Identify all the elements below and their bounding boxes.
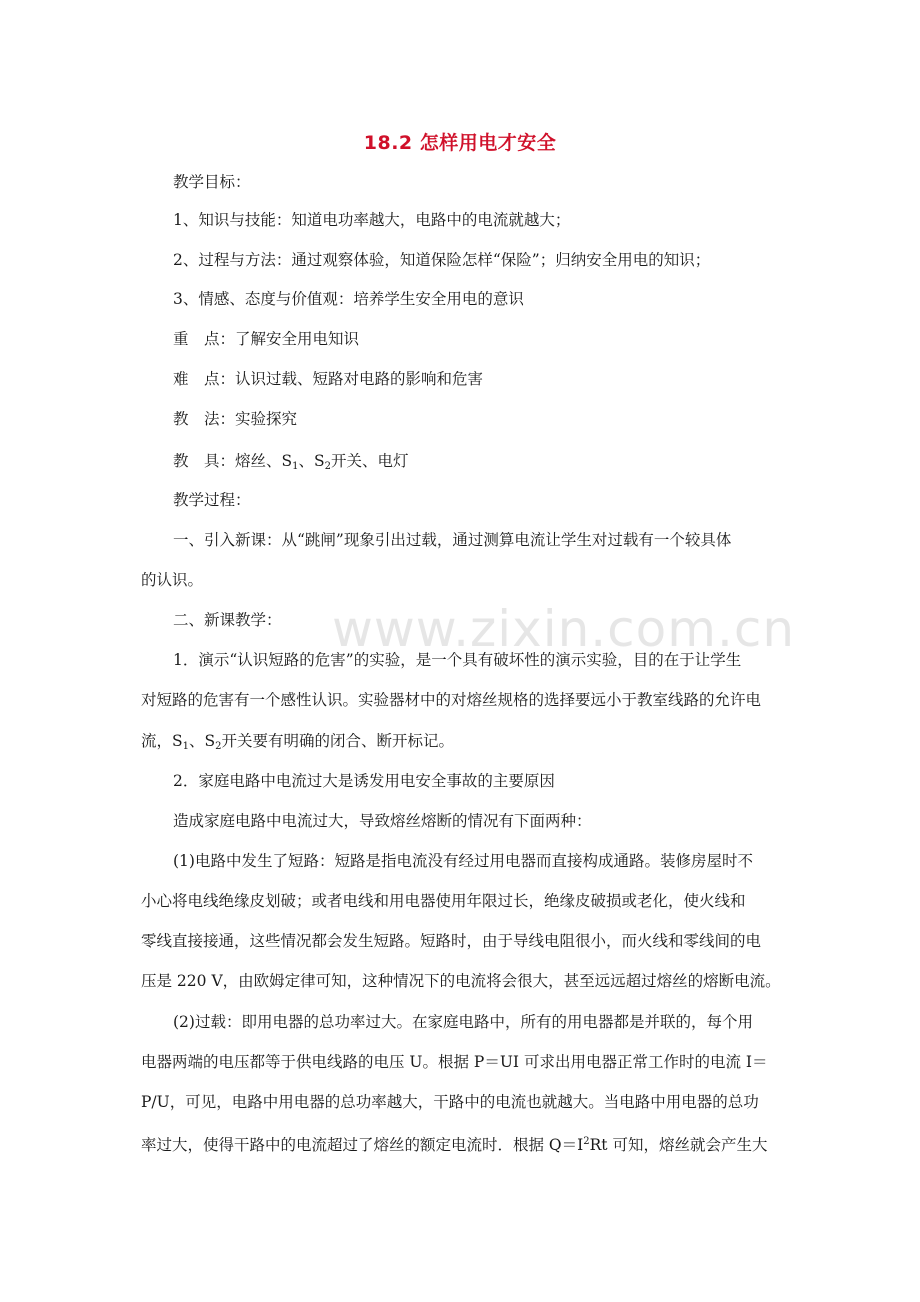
method-label: 教 法： bbox=[173, 410, 236, 428]
p4-line-2: 小心将电线绝缘皮划破；或者电线和用电器使用年限过长，绝缘皮破损或老化，使火线和 bbox=[141, 892, 746, 910]
p5-line-2: 电器两端的电压都等于供电线路的电压 U。根据 P＝UI 可求出用电器正常工作时的电流 I＝ bbox=[141, 1053, 768, 1071]
p1-line-3-mid: 、S bbox=[189, 732, 216, 750]
tools-suffix: 开关、电灯 bbox=[331, 452, 409, 470]
p5-line-1: (2)过载：即用电器的总功率过大。在家庭电路中，所有的用电器都是并联的，每个用 bbox=[173, 1013, 753, 1031]
objectives-heading: 教学目标： bbox=[173, 173, 251, 191]
tools-mid: 、S bbox=[298, 452, 325, 470]
key-point-label: 重 点： bbox=[173, 330, 236, 348]
method-row bbox=[173, 409, 297, 429]
key-point-text: 了解安全用电知识 bbox=[235, 330, 360, 348]
tools-prefix: 熔丝、S bbox=[235, 452, 293, 470]
new-lesson-heading: 二、新课教学： bbox=[173, 611, 282, 629]
intro-line-2: 的认识。 bbox=[141, 571, 204, 589]
tools-label: 教 具： bbox=[173, 452, 236, 470]
p1-line-3 bbox=[141, 731, 454, 757]
intro-line-1: 一、引入新课：从“跳闸”现象引出过载，通过测算电流让学生对过载有一个较具体 bbox=[173, 531, 732, 549]
objective-item-1: 1、知识与技能：知道电功率越大，电路中的电流就越大； bbox=[173, 211, 571, 229]
tools-row bbox=[173, 451, 409, 477]
p1-line-1: 1．演示“认识短路的危害”的实验，是一个具有破坏性的演示实验，目的在于让学生 bbox=[173, 651, 742, 669]
tools-sub-1: 1 bbox=[292, 461, 299, 472]
p4-line-4: 压是 220 V，由欧姆定律可知，这种情况下的电流将会很大，甚至远远超过熔丝的熔断电流。 bbox=[141, 972, 781, 990]
difficulty-label: 难 点： bbox=[173, 370, 236, 388]
watermark: www.zixin.com.cn bbox=[332, 600, 796, 658]
p1-sub-2: 2 bbox=[215, 741, 222, 752]
method-text: 实验探究 bbox=[235, 410, 298, 428]
difficulty-text: 认识过载、短路对电路的影响和危害 bbox=[235, 370, 484, 388]
tools-sub-2: 2 bbox=[324, 461, 331, 472]
process-heading: 教学过程： bbox=[173, 491, 251, 509]
p4-line-3: 零线直接接通，这些情况都会发生短路。短路时，由于导线电阻很小，而火线和零线间的电 bbox=[141, 932, 762, 950]
p5-line-4-suffix: Rt 可知，熔丝就会产生大 bbox=[589, 1136, 768, 1154]
p5-line-4 bbox=[141, 1132, 767, 1155]
p1-line-3-prefix: 流，S bbox=[141, 732, 183, 750]
p5-line-4-prefix: 率过大，使得干路中的电流超过了熔丝的额定电流时．根据 Q＝I bbox=[141, 1136, 584, 1154]
p4-line-1: (1)电路中发生了短路：短路是指电流没有经过用电器而直接构成通路。装修房屋时不 bbox=[173, 852, 753, 870]
p1-sub-1: 1 bbox=[182, 741, 189, 752]
objective-item-3: 3、情感、态度与价值观：培养学生安全用电的意识 bbox=[173, 290, 524, 308]
p3-line: 造成家庭电路中电流过大，导致熔丝熔断的情况有下面两种： bbox=[173, 812, 592, 830]
objective-item-2: 2、过程与方法：通过观察体验，知道保险怎样“保险”；归纳安全用电的知识； bbox=[173, 251, 711, 269]
key-point-row bbox=[173, 329, 359, 349]
p5-sup: 2 bbox=[583, 1136, 590, 1147]
p5-line-3: P/U，可见，电路中用电器的总功率越大，干路中的电流也就越大。当电路中用电器的总功 bbox=[141, 1093, 759, 1111]
p1-line-3-suffix: 开关要有明确的闭合、断开标记。 bbox=[221, 732, 455, 750]
page-title: 18.2 怎样用电才安全 bbox=[363, 132, 557, 154]
difficulty-row bbox=[173, 369, 483, 389]
p2-line: 2．家庭电路中电流过大是诱发用电安全事故的主要原因 bbox=[173, 772, 555, 790]
p1-line-2: 对短路的危害有一个感性认识。实验器材中的对熔丝规格的选择要远小于教室线路的允许电 bbox=[141, 691, 762, 709]
